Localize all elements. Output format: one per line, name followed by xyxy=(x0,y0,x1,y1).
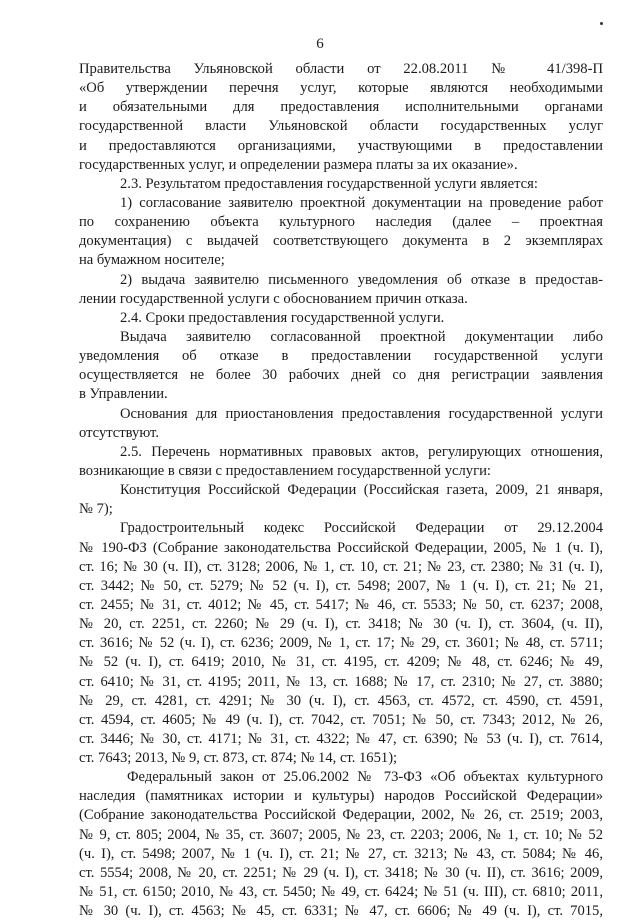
text-line: лении государственной услуги с обоснованием причин отказа. xyxy=(79,290,468,307)
text-line: № 51, ст. 6150; 2010, № 43, ст. 5450; № 49, ст. 6424; № 51 (ч. III), ст. 6810; 2011, xyxy=(79,884,603,901)
text-line: 1) согласование заявителю проектной документации на проведение работ xyxy=(120,194,603,211)
text-line: и обязательными для предоставления исполнительными органами xyxy=(79,99,603,116)
text-line: № 7); xyxy=(79,501,113,518)
text-line: 2.3. Результатом предоставления государственной услуги является: xyxy=(120,175,538,192)
text-line: и предоставляются организациями, участвующими в предоставлении xyxy=(79,137,603,154)
text-line: № 30 (ч. I), ст. 4563; № 45, ст. 6331; № 47, ст. 6606; № 49 (ч. I), ст. 7015, xyxy=(79,903,603,920)
text-line: 2.4. Сроки предоставления государственной услуги. xyxy=(120,309,445,326)
text-line: государственной власти Ульяновской области государственных услуг xyxy=(79,118,603,135)
text-line: по сохранению объекта культурного наследия (далее – проектная xyxy=(79,214,603,231)
text-line: наследия (памятниках истории и культуры) народов Российской Федерации» xyxy=(79,788,603,805)
text-line: возникающие в связи с предоставлением государственной услуги: xyxy=(79,462,491,479)
text-line: ст. 4594, ст. 4605; № 49 (ч. I), ст. 7042, ст. 7051; № 50, ст. 7343; 2012, № 26, xyxy=(79,711,603,728)
text-line: Конституция Российской Федерации (Российская газета, 2009, 21 января, xyxy=(120,482,603,499)
text-line: на бумажном носителе; xyxy=(79,252,225,269)
scan-mark xyxy=(600,22,603,25)
text-line: ст. 3616; № 52 (ч. I), ст. 6236; 2009, № 1, ст. 17; № 29, ст. 3601; № 48, ст. 5711; xyxy=(79,635,603,652)
text-line: Правительства Ульяновской области от 22.08.2011 № 41/398-П xyxy=(79,61,603,77)
text-line: ст. 5554; 2008, № 20, ст. 2251; № 29 (ч. I), ст. 3418; № 30 (ч. II), ст. 3616; 2009, xyxy=(79,864,603,881)
text-line: уведомления об отказе в предоставлении государственной услуги xyxy=(79,348,603,365)
text-line: документация) с выдачей соответствующего документа в 2 экземплярах xyxy=(79,233,603,250)
text-line: осуществляется не более 30 рабочих дней со дня регистрации заявления xyxy=(79,367,603,384)
text-line: ст. 6410; № 31, ст. 4195; 2011, № 13, ст. 1688; № 17, ст. 2310; № 27, ст. 3880; xyxy=(79,673,603,690)
body-text xyxy=(79,60,603,921)
text-line: № 190-ФЗ (Собрание законодательства Российской Федерации, 2005, № 1 (ч. I), xyxy=(79,539,603,556)
text-line: № 20, ст. 2251, ст. 2260; № 29 (ч. I), ст. 3418; № 30 (ч. I), ст. 3604, (ч. II), xyxy=(79,616,603,633)
text-line: государственных услуг, и определении размера платы за их оказание». xyxy=(79,156,518,173)
text-line: 2.5. Перечень нормативных правовых актов, регулирующих отношения, xyxy=(120,443,603,460)
text-line: ст. 16; № 30 (ч. II), ст. 3128; 2006, № 1, ст. 10, ст. 21; № 23, ст. 2380; № 31 (ч. I), xyxy=(79,558,603,575)
text-line: ст. 3446; № 30, ст. 4171; № 31, ст. 4322; № 47, ст. 6390; № 53 (ч. I), ст. 7614, xyxy=(79,730,603,747)
text-line: отсутствуют. xyxy=(79,424,159,441)
text-line: Выдача заявителю согласованной проектной документации либо xyxy=(120,328,603,345)
text-line: № 52 (ч. I), ст. 6419; 2010, № 31, ст. 4195, ст. 4209; № 48, ст. 6246; № 49, xyxy=(79,654,603,671)
text-line: в Управлении. xyxy=(79,386,168,403)
text-line: Основания для приостановления предоставления государственной услуги xyxy=(120,405,603,422)
text-line: Федеральный закон от 25.06.2002 № 73-ФЗ «Об объектах культурного xyxy=(127,769,603,786)
text-line: № 29, ст. 4281, ст. 4291; № 30 (ч. I), ст. 4563, ст. 4572, ст. 4590, ст. 4591, xyxy=(79,692,603,709)
text-line: ст. 2455; № 31, ст. 4012; № 45, ст. 5417; № 46, ст. 5533; № 50, ст. 6237; 2008, xyxy=(79,596,603,613)
text-line: № 9, ст. 805; 2004, № 35, ст. 3607; 2005, № 23, ст. 2203; 2006, № 1, ст. 10; № 52 xyxy=(79,826,603,843)
text-line: ст. 7643; 2013, № 9, ст. 873, ст. 874; № 14, ст. 1651); xyxy=(79,750,398,767)
page-number: 6 xyxy=(316,36,324,52)
text-line: Градостроительный кодекс Российской Федерации от 29.12.2004 xyxy=(120,520,603,537)
text-line: 2) выдача заявителю письменного уведомления об отказе в предостав- xyxy=(120,271,603,288)
text-line: (ч. I), ст. 5498; 2007, № 1 (ч. I), ст. 21; № 27, ст. 3213; № 43, ст. 5084; № 46, xyxy=(79,845,603,862)
text-line: (Собрание законодательства Российской Федерации, 2002, № 26, ст. 2519; 2003, xyxy=(79,807,603,824)
text-line: «Об утверждении перечня услуг, которые являются необходимыми xyxy=(79,80,603,97)
text-line: ст. 3442; № 50, ст. 5279; № 52 (ч. I), ст. 5498; 2007, № 1 (ч. I), ст. 21; № 21, xyxy=(79,577,603,594)
